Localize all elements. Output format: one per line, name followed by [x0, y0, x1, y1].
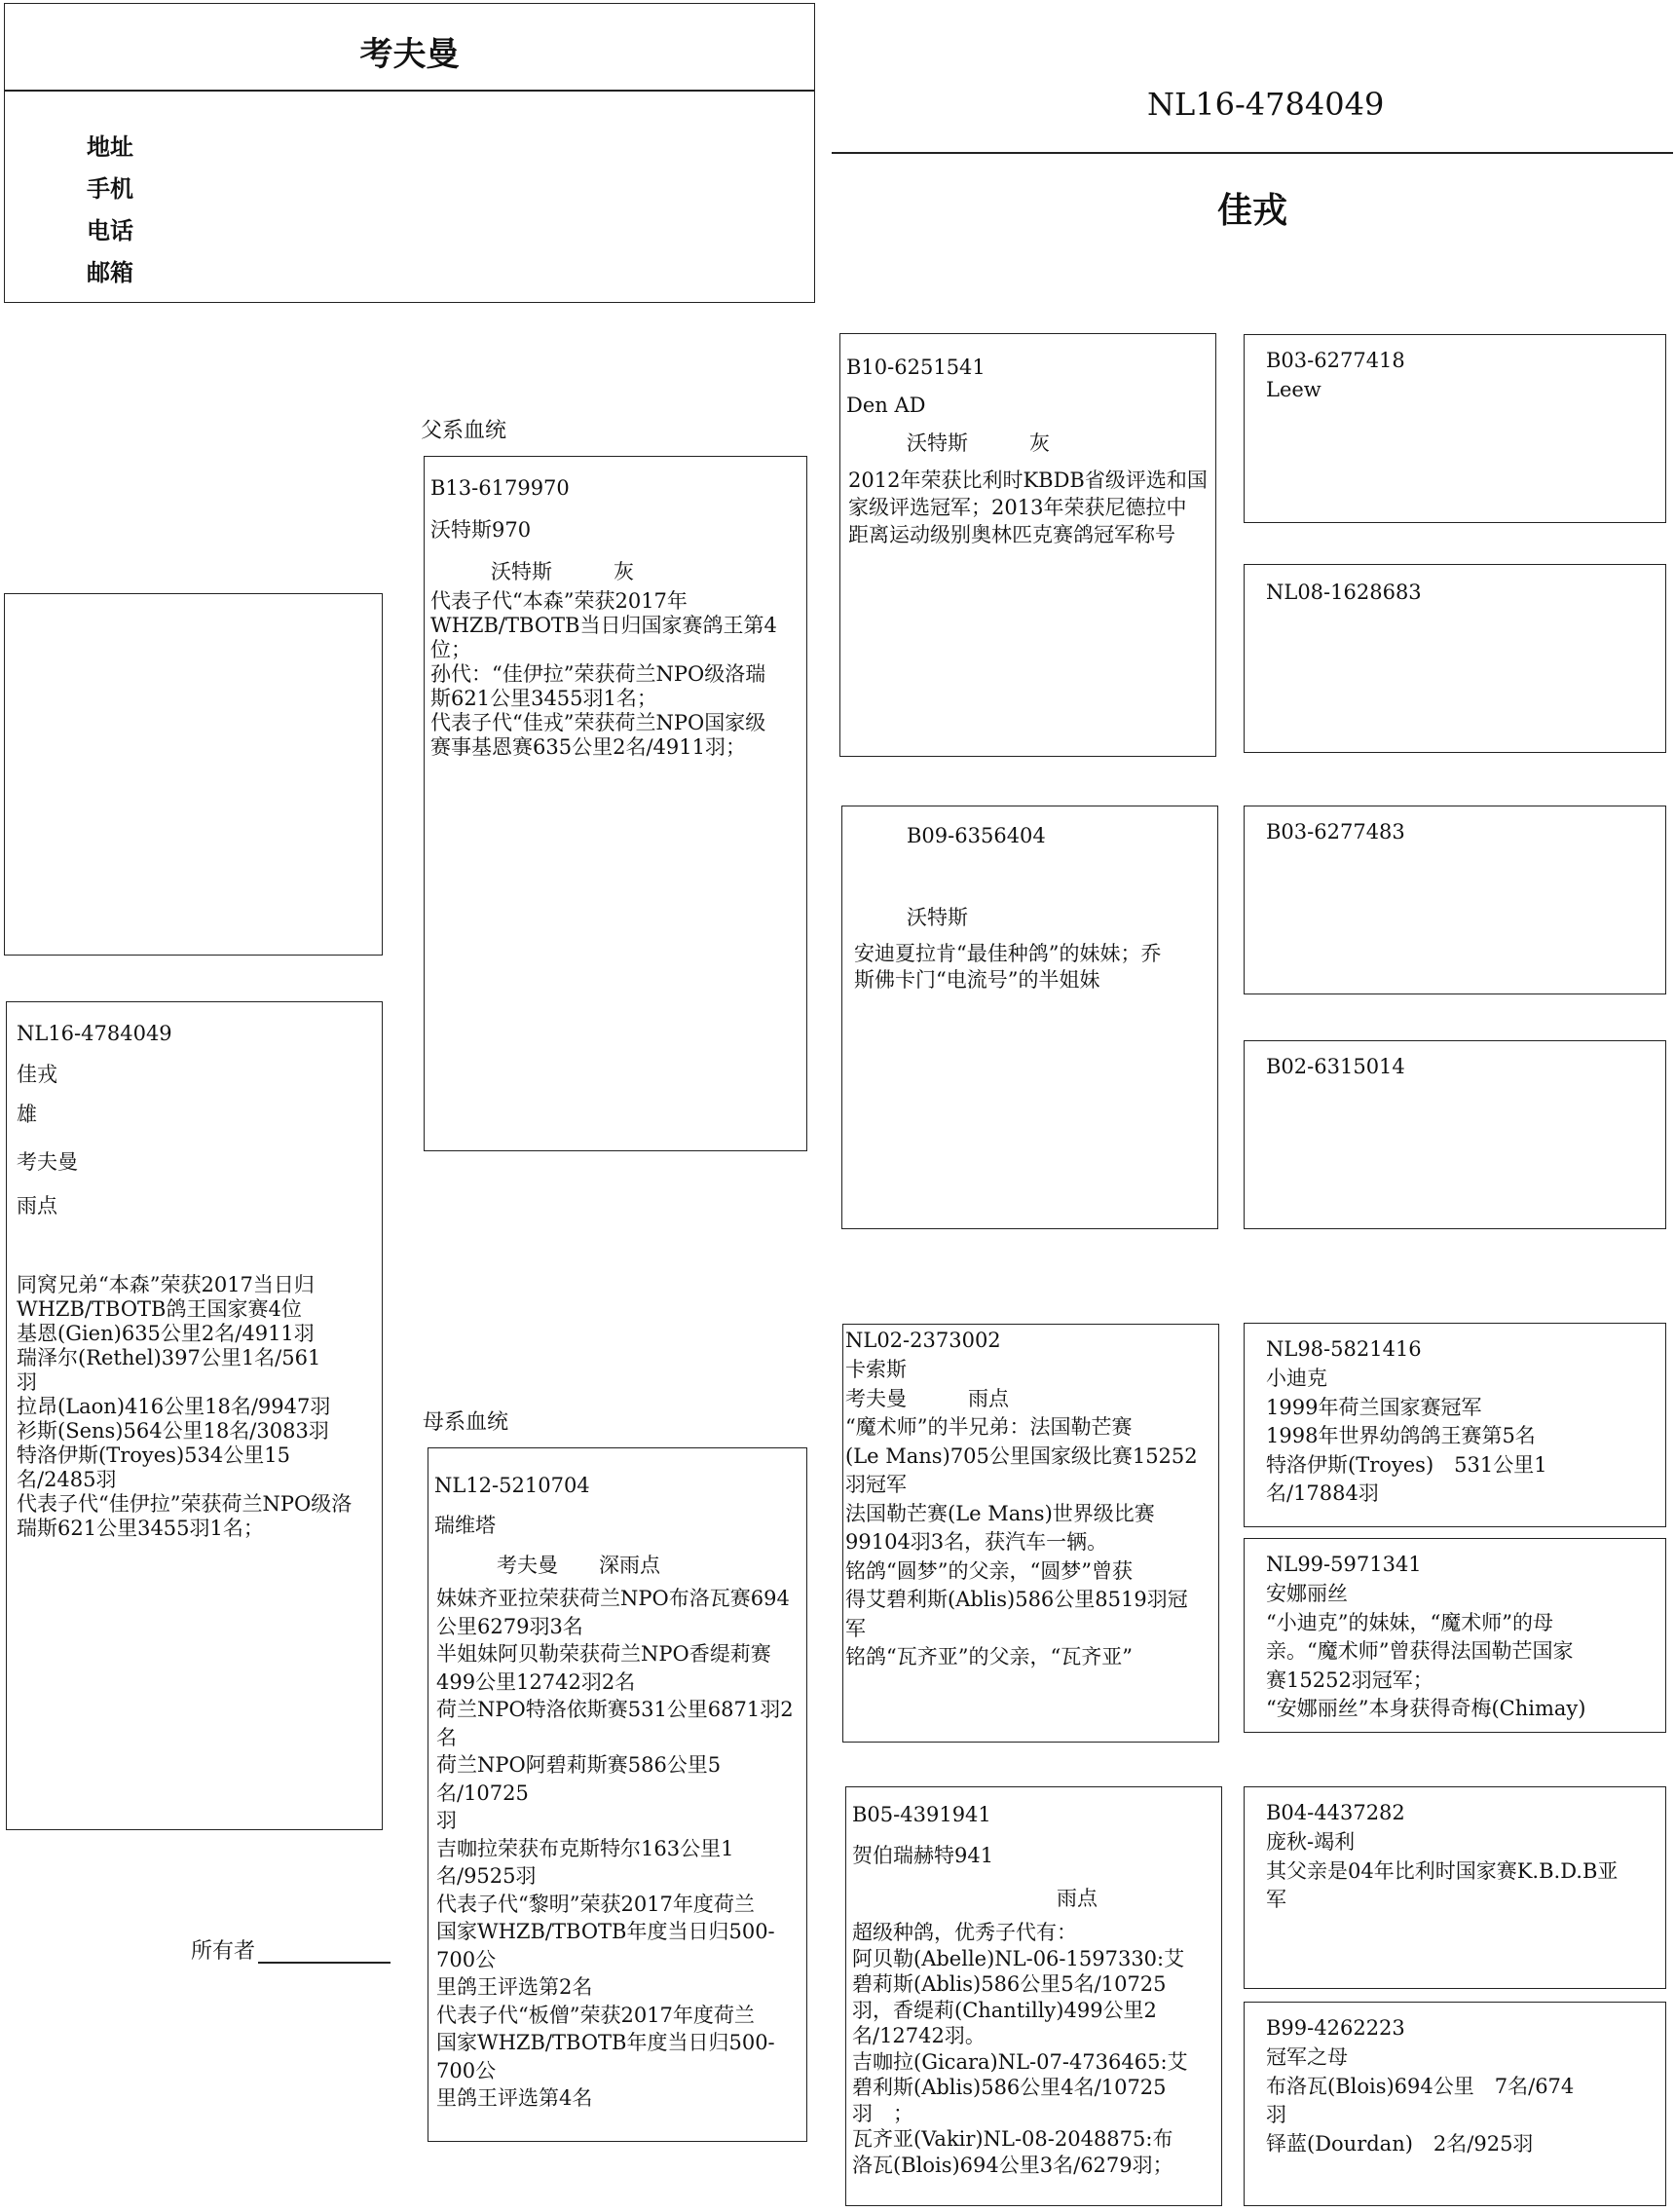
dam-dam-notes: 超级种鸽，优秀子代有： 阿贝勒(Abelle)NL-06-1597330:艾 碧莉斯(Ablis)586公里5名/10725 羽，香缇莉(Chantilly)499公里2 名/12742羽。 吉咖拉(Gicara)NL-07-4736465:艾 碧利斯(Ablis)586公里4名/10725 羽 ； 瓦齐亚(Vakir)NL-08-2048875:布 洛瓦(Blois)694公里3名/6279羽； [852, 1921, 1188, 2177]
sdd-ring: B02-6315014 [1266, 1055, 1405, 1078]
dam-sire-breeder-color: 考夫曼 雨点 [845, 1387, 1009, 1410]
ddd-box [1244, 2002, 1666, 2206]
owner-sign-line [258, 1962, 391, 1964]
photo-box [4, 593, 383, 956]
sire-ring: B13-6179970 [430, 476, 570, 500]
dsd-box [1244, 1538, 1666, 1733]
header-divider [832, 152, 1673, 154]
dam-dam-box [845, 1786, 1222, 2206]
dds-box [1244, 1786, 1666, 1989]
dss-ring: NL98-5821416 [1266, 1337, 1422, 1361]
bird-color: 雨点 [17, 1194, 57, 1218]
dam-sire-ring: NL02-2373002 [845, 1329, 1001, 1352]
dam-name: 瑞维塔 [434, 1514, 496, 1537]
dsd-notes: 安娜丽丝 “小迪克”的妹妹，“魔术师”的母 亲。“魔术师”曾获得法国勒芒国家 赛15252羽冠军； “安娜丽丝”本身获得奇梅(Chimay) [1266, 1582, 1586, 1720]
dam-sire-notes: “魔术师”的半兄弟：法国勒芒赛 (Le Mans)705公里国家级比赛15252 羽冠军 法国勒芒赛(Le Mans)世界级比赛 99104羽3名，获汽车一辆。 铭鸽“圆梦”的父亲，“圆梦”曾获 得艾碧利斯(Ablis)586公里8519羽冠 军 铭鸽“瓦齐亚”的父亲，“瓦齐亚” [845, 1415, 1198, 1668]
dam-dam-color: 雨点 [1057, 1887, 1098, 1910]
sdd-box [1244, 1040, 1666, 1229]
dam-dam-ring: B05-4391941 [852, 1803, 991, 1826]
dam-notes: 妹妹齐亚拉荣获荷兰NPO布洛瓦赛694 公里6279羽3名 半姐妹阿贝勒荣获荷兰NPO香缇莉赛 499公里12742羽2名 荷兰NPO特洛依斯赛531公里6871羽2名 荷兰NPO阿碧莉斯赛586公里5名/10725 羽 吉咖拉荣获布克斯特尔163公里1 名/9525羽 代表子代“黎明”荣获2017年度荷兰 国家WHZB/TBOTB年度当日归500-700公 里鸽王评选第2名 代表子代“板僧”荣获2017年度荷兰 国家WHZB/TBOTB年度当日归500-700公 里鸽王评选第4名 [436, 1587, 794, 2110]
ddd-notes: 冠军之母 布洛瓦(Blois)694公里 7名/674 羽 铎蓝(Dourdan) 2名/925羽 [1266, 2045, 1575, 2156]
sire-sire-ring: B10-6251541 [846, 356, 986, 379]
dss-box [1244, 1323, 1666, 1527]
ssd-box [1244, 564, 1666, 753]
phone-label: 电话 [87, 216, 133, 244]
sire-line-label: 父系血统 [421, 419, 507, 443]
mobile-label: 手机 [87, 174, 133, 203]
sire-dam-breeder: 沃特斯 [907, 906, 968, 929]
bird-ring: NL16-4784049 [17, 1022, 172, 1045]
dss-notes: 小迪克 1999年荷兰国家赛冠军 1998年世界幼鸽鸽王赛第5名 特洛伊斯(Troyes) 531公里1 名/17884羽 [1266, 1367, 1547, 1505]
dam-line-label: 母系血统 [423, 1410, 509, 1435]
dam-sire-name: 卡索斯 [845, 1358, 907, 1381]
sire-box [424, 456, 807, 1151]
sire-breeder-color: 沃特斯 灰 [491, 560, 634, 583]
sire-sire-name: Den AD [846, 394, 926, 417]
dds-notes: 庞秋-竭利 其父亲是04年比利时国家赛K.B.D.B亚 军 [1266, 1830, 1619, 1911]
sire-sire-box [839, 333, 1216, 757]
sss-name: Leew [1266, 378, 1321, 401]
dds-ring: B04-4437282 [1266, 1801, 1405, 1824]
owner-name: 考夫曼 [359, 35, 460, 74]
sire-notes: 代表子代“本森”荣获2017年 WHZB/TBOTB当日归国家赛鸽王第4位； 孙代：“佳伊拉”荣获荷兰NPO级洛瑞 斯621公里3455羽1名； 代表子代“佳戎”荣获荷兰NPO国家级 赛事基恩赛635公里2名/4911羽； [430, 589, 777, 759]
sire-sire-notes: 2012年荣获比利时KBDB省级评选和国 家级评选冠军；2013年荣获尼德拉中 距离运动级别奥林匹克赛鸽冠军称号 [848, 469, 1208, 546]
dsd-ring: NL99-5971341 [1266, 1553, 1422, 1576]
dam-sire-box [842, 1324, 1219, 1743]
dam-dam-name: 贺伯瑞赫特941 [852, 1844, 994, 1867]
ddd-ring: B99-4262223 [1266, 2016, 1405, 2040]
header-bird-name: 佳戎 [1217, 190, 1288, 231]
email-label: 邮箱 [87, 258, 133, 286]
bird-sex: 雄 [17, 1103, 37, 1126]
sire-dam-ring: B09-6356404 [907, 824, 1046, 847]
sds-box [1244, 806, 1666, 994]
bird-box [6, 1001, 383, 1830]
sss-box [1244, 334, 1666, 523]
sire-dam-notes: 安迪夏拉肯“最佳种鸽”的妹妹；乔 斯佛卡门“电流号”的半姐妹 [854, 942, 1162, 992]
dam-ring: NL12-5210704 [434, 1474, 590, 1497]
bird-breeder: 考夫曼 [17, 1150, 78, 1174]
sss-ring: B03-6277418 [1266, 349, 1405, 372]
owner-sign-label: 所有者 [191, 1939, 256, 1964]
owner-header-box [4, 3, 815, 303]
address-label: 地址 [87, 132, 133, 161]
sire-name: 沃特斯970 [430, 518, 532, 542]
ssd-ring: NL08-1628683 [1266, 581, 1422, 604]
header-ring-number: NL16-4784049 [1147, 86, 1385, 123]
dam-breeder-color: 考夫曼 深雨点 [497, 1554, 660, 1577]
bird-notes: 同窝兄弟“本森”荣获2017当日归 WHZB/TBOTB鸽王国家赛4位 基恩(Gien)635公里2名/4911羽 瑞泽尔(Rethel)397公里1名/561 羽 拉昂(Laon)416公里18名/9947羽 衫斯(Sens)564公里18名/3083羽 特洛伊斯(Troyes)534公里15 名/2485羽 代表子代“佳伊拉”荣获荷兰NPO级洛 瑞斯621公里3455羽1名； [17, 1273, 353, 1540]
sire-dam-box [841, 806, 1218, 1229]
sire-sire-breeder-color: 沃特斯 灰 [907, 431, 1050, 455]
dam-box [428, 1447, 807, 2142]
sds-ring: B03-6277483 [1266, 820, 1405, 844]
bird-name: 佳戎 [17, 1063, 57, 1086]
